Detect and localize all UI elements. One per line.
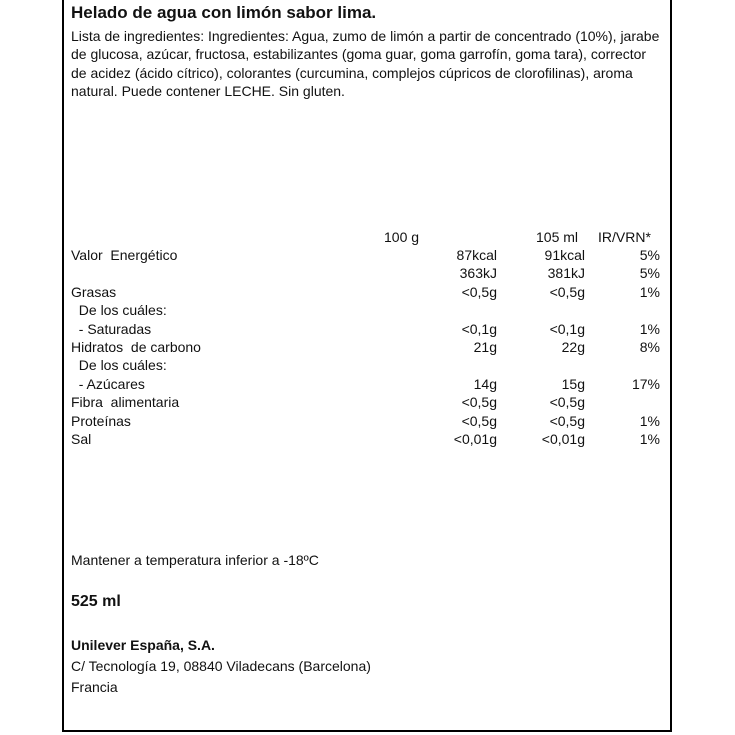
- storage-instructions: Mantener a temperatura inferior a -18ºC: [71, 552, 319, 568]
- nutrition-row: [71, 264, 663, 282]
- value-100g: 21g: [473, 339, 497, 355]
- nutrient-label: Grasas: [71, 283, 117, 300]
- value-100g: <0,1g: [461, 320, 497, 337]
- value-105ml: <0,5g: [549, 394, 585, 411]
- nutrient-label: Proteínas: [71, 412, 131, 429]
- value-ri: 17%: [631, 375, 660, 392]
- value-105ml: <0,01g: [541, 431, 585, 447]
- value-100g: 14g: [473, 375, 497, 392]
- value-100g: 363kJ: [459, 265, 497, 282]
- value-105ml: 15g: [561, 375, 585, 392]
- nutrient-label: Hidratos de carbono: [71, 339, 201, 355]
- nutrition-row: [71, 246, 663, 264]
- nutrient-label: De los cuáles:: [71, 302, 167, 319]
- value-ri: 1%: [639, 431, 660, 447]
- value-105ml: <0,1g: [549, 320, 585, 337]
- value-105ml: 91kcal: [544, 247, 585, 263]
- nutrition-row: [71, 301, 663, 319]
- product-title: Helado de agua con limón sabor lima.: [71, 3, 377, 22]
- nutrient-label: - Saturadas: [71, 320, 152, 337]
- nutrient-label: Fibra alimentaria: [71, 394, 180, 411]
- manufacturer-country: Francia: [71, 679, 118, 695]
- net-volume: 525 ml: [71, 593, 121, 610]
- nutrition-row: [71, 356, 663, 374]
- nutrient-label: - Azúcares: [71, 375, 145, 392]
- nutrition-row: [71, 430, 663, 448]
- value-ri: 1%: [639, 320, 660, 337]
- nutrient-label: Sal: [71, 431, 92, 447]
- header-100g: 100 g: [384, 229, 420, 245]
- ingredients-text: Lista de ingredientes: Ingredientes: Agua, zumo de limón a partir de concentrado (10%), jarabe de glucosa, azúcar, fructosa, estabilizantes (goma guar, goma garrofín, goma tara), corrector de acidez (ácido cítrico), colorantes (curcumina, complejos cúpricos de clorofilinas), aroma natural. Puede contener LECHE. Sin gluten.: [71, 28, 660, 100]
- value-105ml: <0,5g: [549, 412, 585, 429]
- value-100g: <0,5g: [461, 283, 497, 300]
- value-105ml: <0,5g: [549, 283, 585, 300]
- nutrition-header: [71, 228, 663, 246]
- header-105ml: 105 ml: [536, 229, 579, 245]
- value-100g: <0,5g: [461, 412, 497, 429]
- value-ri: 1%: [639, 412, 660, 429]
- value-ri: 1%: [639, 283, 660, 300]
- value-100g: <0,01g: [453, 431, 497, 447]
- value-ri: 8%: [639, 339, 660, 355]
- value-100g: 87kcal: [456, 247, 497, 263]
- nutrition-row: [71, 320, 663, 338]
- value-ri: 5%: [639, 265, 660, 282]
- nutrient-label: Valor Energético: [71, 247, 178, 263]
- value-105ml: 22g: [561, 339, 585, 355]
- nutrition-row: [71, 412, 663, 430]
- nutrition-row: [71, 375, 663, 393]
- nutrition-row: [71, 393, 663, 411]
- nutrient-label: De los cuáles:: [71, 357, 167, 374]
- manufacturer-name: Unilever España, S.A.: [71, 637, 215, 653]
- manufacturer-address: C/ Tecnología 19, 08840 Viladecans (Barcelona): [71, 658, 371, 674]
- nutrition-row: [71, 338, 663, 356]
- header-ri: IR/VRN*: [598, 229, 651, 245]
- value-105ml: 381kJ: [547, 265, 585, 282]
- value-ri: 5%: [639, 247, 660, 263]
- value-100g: <0,5g: [461, 394, 497, 411]
- nutrition-row: [71, 283, 663, 301]
